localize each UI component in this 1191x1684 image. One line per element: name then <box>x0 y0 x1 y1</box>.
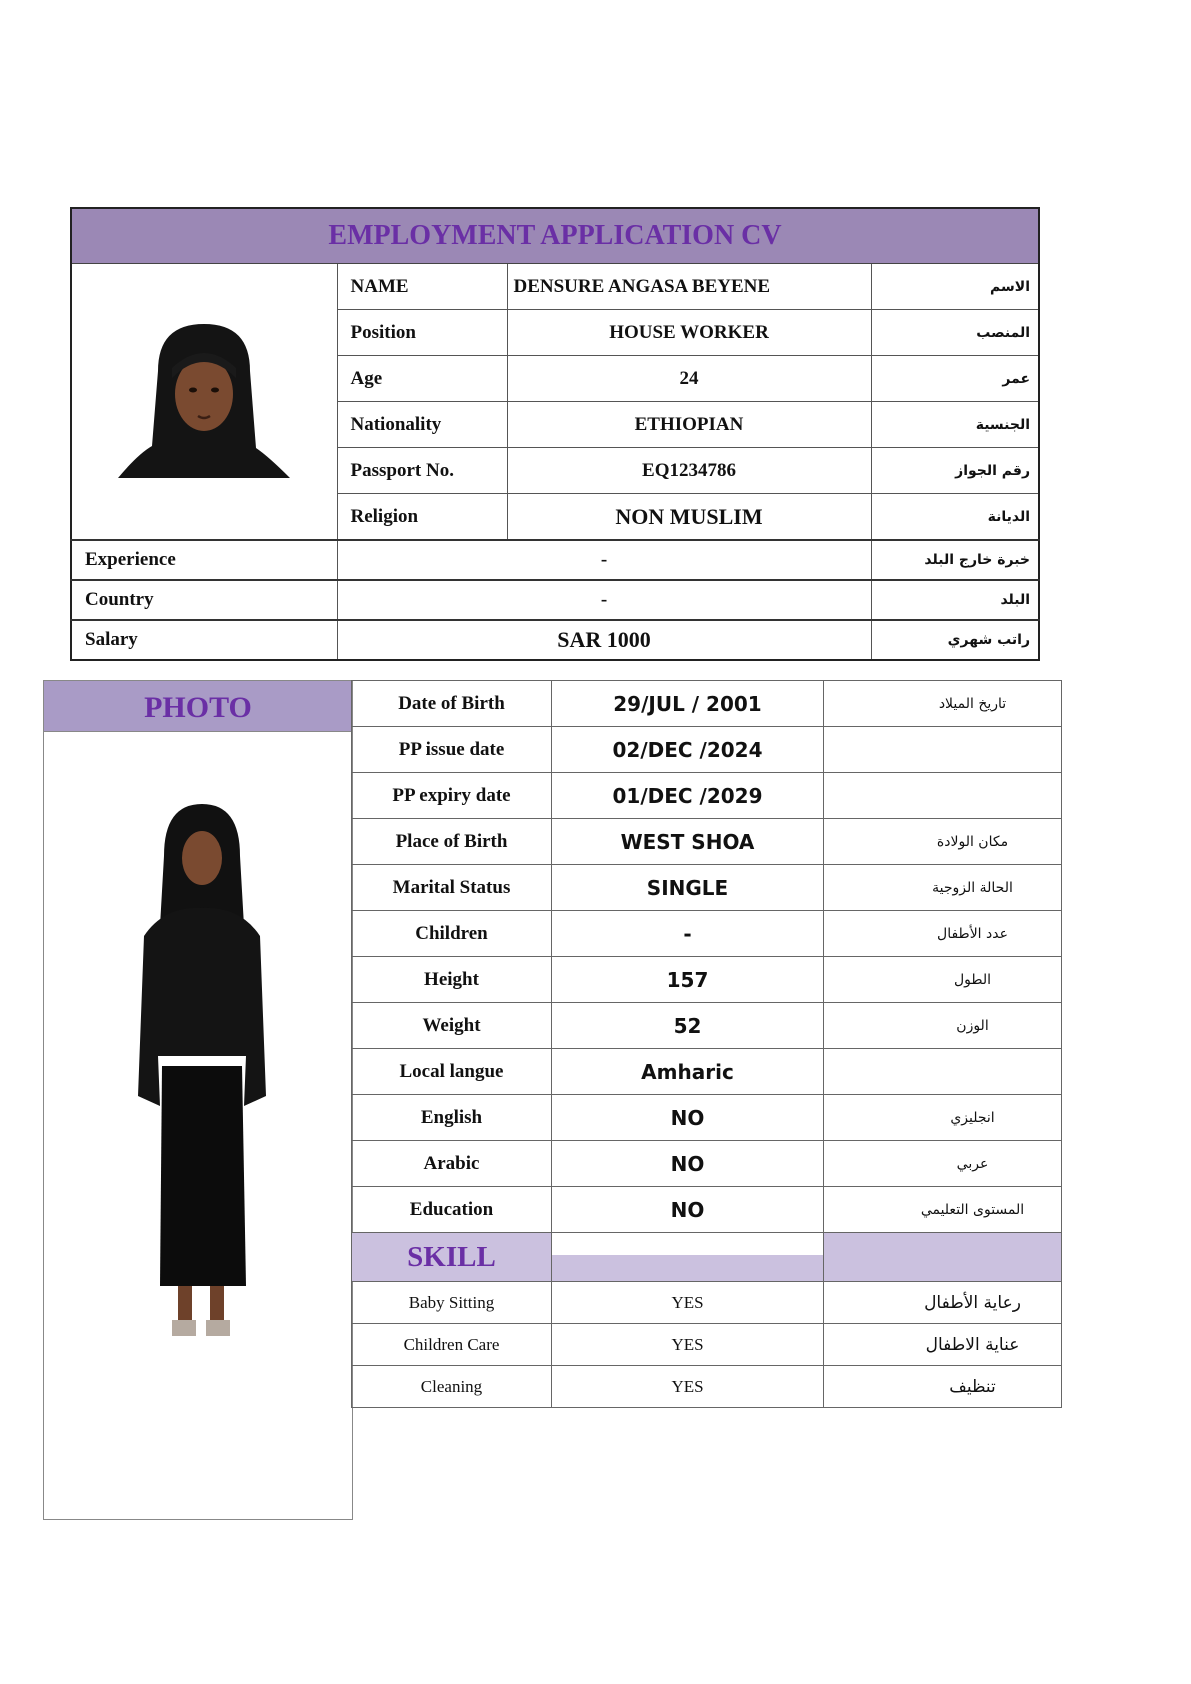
skill-children-care-label: Children Care <box>352 1324 552 1366</box>
name-arabic: الاسم <box>871 264 1039 310</box>
name-label: NAME <box>337 264 507 310</box>
children-value: - <box>552 911 824 957</box>
skill-cleaning-value: YES <box>552 1366 824 1408</box>
position-label: Position <box>337 310 507 356</box>
nationality-arabic: الجنسية <box>871 402 1039 448</box>
height-value: 157 <box>552 957 824 1003</box>
skill-heading-band <box>552 1233 824 1282</box>
weight-arabic: الوزن <box>824 1003 1062 1049</box>
birthplace-label: Place of Birth <box>352 819 552 865</box>
passport-arabic: رقم الجواز <box>871 448 1039 494</box>
experience-arabic: خبرة خارج البلد <box>871 540 1039 580</box>
skill-children-care-value: YES <box>552 1324 824 1366</box>
salary-label: Salary <box>71 620 337 660</box>
skill-cleaning-arabic: تنظيف <box>824 1366 1062 1408</box>
name-value: DENSURE ANGASA BEYENE <box>507 264 871 310</box>
pp-expiry-arabic <box>824 773 1062 819</box>
birthplace-arabic: مكان الولادة <box>824 819 1062 865</box>
position-arabic: المنصب <box>871 310 1039 356</box>
weight-label: Weight <box>352 1003 552 1049</box>
education-value: NO <box>552 1187 824 1233</box>
local-language-label: Local langue <box>352 1049 552 1095</box>
photo-heading: PHOTO <box>44 681 352 732</box>
country-arabic: البلد <box>871 580 1039 620</box>
skill-baby-sitting-arabic: رعاية الأطفال <box>824 1282 1062 1324</box>
passport-label: Passport No. <box>337 448 507 494</box>
height-arabic: الطول <box>824 957 1062 1003</box>
religion-arabic: الديانة <box>871 494 1039 541</box>
experience-label: Experience <box>71 540 337 580</box>
religion-value: NON MUSLIM <box>507 494 871 541</box>
arabic-label: Arabic <box>352 1141 552 1187</box>
portrait-photo-cell <box>71 264 337 541</box>
position-value: HOUSE WORKER <box>507 310 871 356</box>
document-title: EMPLOYMENT APPLICATION CV <box>71 208 1039 264</box>
dob-value: 29/JUL / 2001 <box>552 681 824 727</box>
skill-cleaning-label: Cleaning <box>352 1366 552 1408</box>
arabic-arabic: عربي <box>824 1141 1062 1187</box>
skill-children-care-arabic: عناية الاطفال <box>824 1324 1062 1366</box>
salary-arabic: راتب شهري <box>871 620 1039 660</box>
english-label: English <box>352 1095 552 1141</box>
pp-expiry-value: 01/DEC /2029 <box>552 773 824 819</box>
skill-baby-sitting-value: YES <box>552 1282 824 1324</box>
skill-heading: SKILL <box>352 1233 552 1282</box>
details-table <box>351 680 1062 1408</box>
age-value: 24 <box>507 356 871 402</box>
full-photo-panel <box>43 680 353 1520</box>
weight-value: 52 <box>552 1003 824 1049</box>
summary-table <box>70 207 1040 661</box>
age-label: Age <box>337 356 507 402</box>
skill-heading-spacer <box>824 1233 1062 1282</box>
nationality-label: Nationality <box>337 402 507 448</box>
english-value: NO <box>552 1095 824 1141</box>
children-arabic: عدد الأطفال <box>824 911 1062 957</box>
birthplace-value: WEST SHOA <box>552 819 824 865</box>
dob-label: Date of Birth <box>352 681 552 727</box>
pp-issue-value: 02/DEC /2024 <box>552 727 824 773</box>
age-arabic: عمر <box>871 356 1039 402</box>
children-label: Children <box>352 911 552 957</box>
pp-expiry-label: PP expiry date <box>352 773 552 819</box>
education-arabic: المستوى التعليمي <box>824 1187 1062 1233</box>
nationality-value: ETHIOPIAN <box>507 402 871 448</box>
full-body-photo <box>104 796 294 1356</box>
local-language-arabic <box>824 1049 1062 1095</box>
marital-value: SINGLE <box>552 865 824 911</box>
country-label: Country <box>71 580 337 620</box>
arabic-value: NO <box>552 1141 824 1187</box>
dob-arabic: تاريخ الميلاد <box>824 681 1062 727</box>
local-language-value: Amharic <box>552 1049 824 1095</box>
skill-baby-sitting-label: Baby Sitting <box>352 1282 552 1324</box>
education-label: Education <box>352 1187 552 1233</box>
religion-label: Religion <box>337 494 507 541</box>
portrait-photo <box>118 316 290 481</box>
marital-arabic: الحالة الزوجية <box>824 865 1062 911</box>
salary-value: SAR 1000 <box>337 620 871 660</box>
passport-value: EQ1234786 <box>507 448 871 494</box>
experience-value: - <box>337 540 871 580</box>
country-value: - <box>337 580 871 620</box>
marital-label: Marital Status <box>352 865 552 911</box>
pp-issue-label: PP issue date <box>352 727 552 773</box>
english-arabic: انجليزي <box>824 1095 1062 1141</box>
pp-issue-arabic <box>824 727 1062 773</box>
height-label: Height <box>352 957 552 1003</box>
